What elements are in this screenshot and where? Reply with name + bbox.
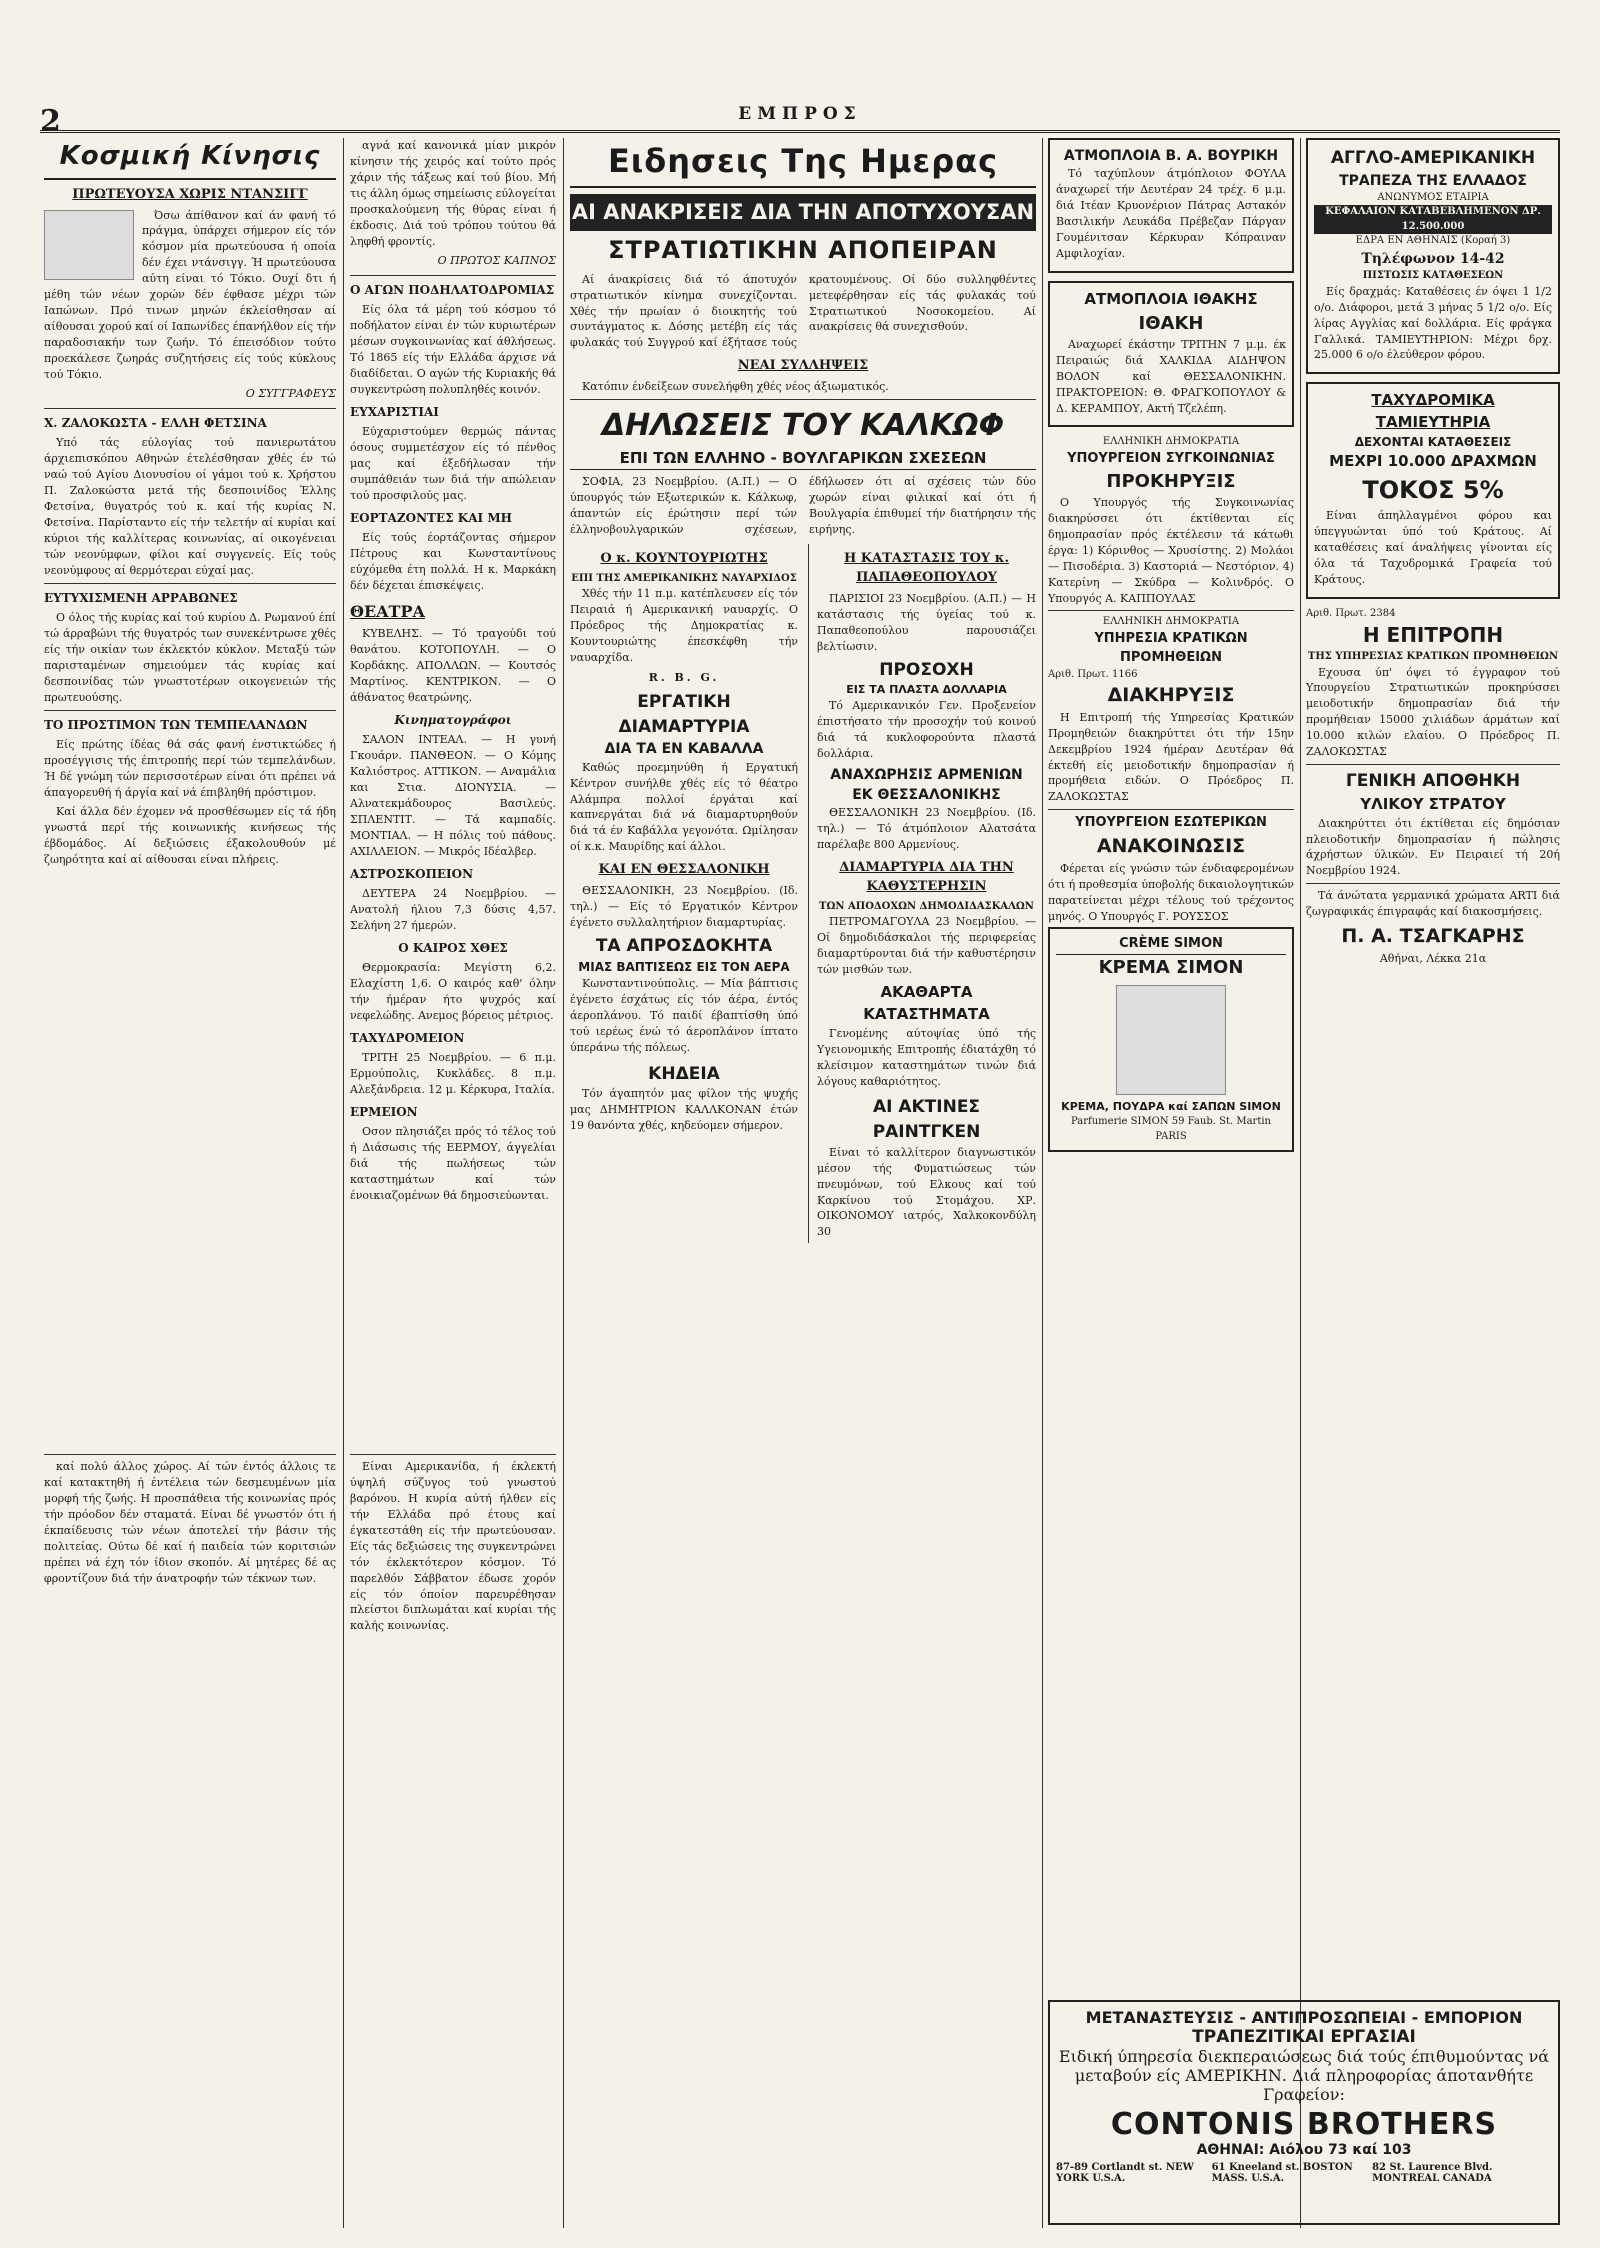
article-body: Καθώς προεμηνύθη ή Εργατική Κέντρον συνήλθε χθές είς τό θέατρο Αλάμπρα πολλοί έργάται καί καπνεργάται διά νά διαμαρτυρηθούν διά τά έν Καβάλλα γεγονότα. Ωμίλησαν οί κ.κ. Μαυρίδης καί άλλοι. bbox=[570, 760, 798, 854]
notice-subtitle: ΤΗΣ ΥΠΗΡΕΣΙΑΣ ΚΡΑΤΙΚΩΝ ΠΡΟΜΗΘΕΙΩΝ bbox=[1307, 651, 1559, 663]
divider bbox=[1048, 610, 1294, 611]
column-news bbox=[570, 138, 1036, 2218]
ad-kind: ΑΝΩΝΥΜΟΣ ΕΤΑΙΡΙΑ bbox=[1377, 191, 1489, 203]
divider bbox=[1306, 883, 1560, 884]
woman-mirror-illustration bbox=[1116, 985, 1226, 1095]
notice-number: Αριθ. Πρωτ. 1166 bbox=[1048, 668, 1138, 680]
article-body: Όσω άπίθανον καί άν φανή τό πράγμα, ύπάρχει σήμερον είς τόν κόσμον μία πρωτεύουσα ή οποία δέν έχει ντάνσιγγ. Ή πρωτεύουσα αύτη είναι τό Τόκιο. Ουχί δτι ή μέθη τών νέων χορών δέν έφθασε μέχρι τών Ιαπώνων. Πρό τινων μηνών έκλείσθησαν αί αίθουσαι χορού καί οί Ιαπωνίδες έπανήλθον είς τήν παραδοσιακήν των ζωήν. Τό έπεισόδιον τούτο προεκάλεσε ζωηράς συζητήσεις είς τούς κύκλους τού Τόκιο. bbox=[44, 208, 336, 381]
news-subcolumn-left bbox=[570, 544, 798, 1243]
page-number: 2 bbox=[40, 104, 61, 139]
notice-title: ΠΡΟΚΗΡΥΞΙΣ bbox=[1106, 470, 1236, 492]
article-title: Η ΚΑΤΑΣΤΑΣΙΣ ΤΟΥ κ. ΠΑΠΑΘΕΟΠΟΥΛΟΥ bbox=[844, 551, 1009, 585]
notice-number: Αριθ. Πρωτ. 2384 bbox=[1306, 607, 1396, 619]
ad-body: Είς δραχμάς: Καταθέσεις έν όψει 1 1/2 ο/ο. Διάφοροι, μετά 3 μήνας 5 1/2 ο/ο. Είς λίρας Αγγλίας καί δολλάρια. Είς φράγκα Γαλλικά. ΤΑΜΙΕΥΤΗΡΙΟΝ: Μέχρι δρχ. 25.000 6 ο/ο έλεύθερον φόρου. bbox=[1314, 284, 1552, 362]
article-body: ΤΡΙΤΗ 25 Νοεμβρίου. — 6 π.μ. Ερμούπολις, Κυκλάδες. 8 π.μ. Αλεξάνδρεια. 12 μ. Κέρκυρα, Ιταλία. bbox=[350, 1051, 556, 1097]
article-title: ΠΡΟΣΟΧΗ bbox=[879, 659, 974, 680]
notice-ministry: ΥΠΗΡΕΣΙΑ ΚΡΑΤΙΚΩΝ ΠΡΟΜΗΘΕΙΩΝ bbox=[1094, 630, 1248, 665]
article-title: ΤΑΧΥΔΡΟΜΕΙΟΝ bbox=[350, 1030, 465, 1045]
article-title: ΔΙΑΜΑΡΤΥΡΙΑ ΔΙΑ ΤΗΝ ΚΑΘΥΣΤΕΡΗΣΙΝ bbox=[839, 860, 1014, 895]
notice-ministry: ΥΠΟΥΡΓΕΙΟΝ ΣΥΓΚΟΙΝΩΝΙΑΣ bbox=[1067, 450, 1275, 466]
notice-body: Διακηρύττει ότι έκτίθεται είς δημόσιαν πλειοδοτικήν δημοπρασίαν ή πώλησις άχρήστων ύλικών. Εν Πειραιεί τή 20ή Νοεμβρίου 1924. bbox=[1306, 816, 1560, 878]
ad-vourikis bbox=[1048, 138, 1294, 273]
article-title: ΠΡΩΤΕΥΟΥΣΑ ΧΩΡΙΣ ΝΤΑΝΣΙΓΓ bbox=[72, 186, 308, 202]
dancer-illustration bbox=[44, 210, 134, 280]
ad-body: Ειδική ύπηρεσία διεκπεραιώσεως διά τούς έπιθυμούντας νά μεταβούν είς ΑΜΕΡΙΚΗΝ. Διά πληροφορίας άποτανθήτε Γραφείον: bbox=[1058, 2047, 1550, 2104]
article-body: Ο όλος τής κυρίας καί τού κυρίου Δ. Ρωμανού έπί τώ άρραβώνι τής θυγατρός των συνεκέντρωσε χθές είς τήν οικίαν των έκλεκτόν κύκλον. Μεταξύ τών παρισταμένων σημειούμεν τάς κυρίας καί δεσποινίδας τών γνωστοτέρων οικογενειών τής πρωτευούσης. bbox=[44, 611, 336, 704]
divider bbox=[570, 399, 1036, 400]
notice-interior bbox=[1048, 814, 1294, 924]
article-title: ΕΡΜΕΙΟΝ bbox=[350, 1105, 418, 1120]
article-title: ΕΡΓΑΤΙΚΗ ΔΙΑΜΑΡΤΥΡΙΑ bbox=[618, 692, 750, 737]
ad-address-montreal: 82 St. Laurence Blvd. MONTREAL CANADA bbox=[1372, 2162, 1493, 2184]
headline: ΔΗΛΩΣΕΙΣ ΤΟΥ ΚΑΛΚΩΦ bbox=[601, 408, 1005, 444]
ad-body: Είναι άπηλλαγμένοι φόρου και ύπεγγυώνται ύπό τού Κράτους. Αί καταθέσεις καί άναλήψεις γίνονται είς όλα τά Ταχυδρομικά Γραφεία τού Κράτους. bbox=[1314, 508, 1552, 586]
notice-ministry-communications bbox=[1048, 435, 1294, 606]
notice-title: ΔΙΑΚΗΡΥΞΙΣ bbox=[1107, 684, 1235, 707]
article-body: Υπό τάς εύλογίας τού πανιερωτάτου άρχιεπισκόπου Αθηνών έτελέσθησαν χθές έν τώ ναώ τού Αγίου Διονυσίου οί γάμοι τού κ. Χρήστου Π. Ζαλοκώστα μετά τής δεσποινίδος Έλλης Φετσίνα, θυγατρός τού κ. καί τής κυρίας Ν. Φετσίνα. Παρίσταντο είς τήν τελετήν αί κυρίαι καί κύριοι τής καλλίτερας κοινωνίας, αί οικογένειαι τών νεονύμφων, φίλοι καί συγγενείς. Είς τούς νεονύμφους αί θερμότεραι εύχαί μας. bbox=[44, 436, 336, 577]
article-title: Ο ΑΓΩΝ ΠΟΔΗΛΑΤΟΔΡΟΜΙΑΣ bbox=[350, 282, 555, 297]
ad-ithaki bbox=[1048, 281, 1294, 428]
ad-amount: ΜΕΧΡΙ 10.000 ΔΡΑΧΜΩΝ bbox=[1329, 452, 1537, 471]
article-body: Είναι Αμερικανίδα, ή έκλεκτή ύψηλή σύζυγος τού γνωστού βαρόνου. Η κυρία αύτή ήλθεν είς τήν Ελλάδα πρό έτους καί έγκατεστάθη είς τήν πρωτεύουσαν. Είς τάς δεξιώσεις της συγκεντρώνει τόν έκλεκτότερον κόσμον. Τό παρελθόν Σάββατον έδωσε χορόν είς τόν όποίον παρευρέθησαν πλείστοι διπλωμάται καί κυρίαι τής καλής κοινωνίας. bbox=[350, 1460, 556, 1633]
divider bbox=[1048, 809, 1294, 810]
article-subtitle: ΤΩΝ ΑΠΟΔΟΧΩΝ ΔΗΜΟΔΙΔΑΣΚΑΛΩΝ bbox=[819, 900, 1034, 912]
ad-subtitle: ΔΕΧΟΝΤΑΙ ΚΑΤΑΘΕΣΕΙΣ bbox=[1354, 434, 1512, 449]
article-subtitle: ΕΚ ΘΕΣΣΑΛΟΝΙΚΗΣ bbox=[852, 787, 1001, 804]
article-body: ΔΕΥΤΕΡΑ 24 Νοεμβρίου. — Ανατολή ήλιου 7,3 δύσις 4,57. Σελήνη 27 ήμερών. bbox=[350, 886, 556, 932]
ad-postal-savings bbox=[1306, 382, 1560, 598]
article-subtitle: ΕΠΙ ΤΗΣ ΑΜΕΡΙΚΑΝΙΚΗΣ ΝΑΥΑΡΧΙΔΟΣ bbox=[571, 572, 797, 584]
article-body: ΣΑΛΟΝ ΙΝΤΕΑΛ. — Η γυνή Γκουάρν. ΠΑΝΘΕΟΝ. — Ο Κόμης Καλιόστρος. ΑΤΤΙΚΟΝ. — Αναμάλια και Στια. ΔΙΟΝΥΣΙΑ. — Αλνατεκμάδουρος Βασιλεύς. ΣΠΛΕΝΤΙΤ. — Τά καμπαδίς. ΜΟΝΤΙΑΛ. — Η πόλις τού πάθους. ΑΧΙΛΛΕΙΟΝ. — Μικρός Ιδέαλβερ. bbox=[350, 733, 556, 858]
ad-rate: ΤΟΚΟΣ 5% bbox=[1362, 476, 1504, 505]
ad-subtitle: ΤΡΑΠΕΖΑ ΤΗΣ ΕΛΛΑΔΟΣ bbox=[1339, 172, 1527, 189]
ad-body: Τό ταχύπλουν άτμόπλοιον ΦΟΥΛΑ άναχωρεί τήν Δευτέραν 24 τρέχ. 6 μ.μ. διά Ιτέαν Κρυονέριον Πάτρας Αστακόν Βασιλικήν Λευκάδα Πρέβεζαν Πάργαν Γουμένιτσαν Κέρκυραν Κόπραιναν Αμφιλοχίαν. bbox=[1056, 167, 1286, 260]
article-title: Ο ΚΑΙΡΟΣ ΧΘΕΣ bbox=[398, 940, 508, 955]
article-title: ΕΥΧΑΡΙΣΤΙΑΙ bbox=[350, 404, 439, 419]
article-body: Καί άλλα δέν έχομεν νά προσθέσωμεν είς τά ήδη γνωστά περί τής κοινωνικής κινήσεως τής έβδομάδος. Αί δεξιώσεις έξακολουθούν μέ ζωηρότητα καί αί αίθουσαι είναι πλήρεις. bbox=[44, 804, 336, 866]
lower-article-right bbox=[350, 1450, 556, 2220]
article-title: ΤΑ ΑΠΡΟΣΔΟΚΗΤΑ bbox=[595, 935, 773, 956]
headline-sub: ΣΤΡΑΤΙΩΤΙΚΗΝ ΑΠΟΠΕΙΡΑΝ bbox=[608, 235, 998, 264]
article-title: ΑΝΑΧΩΡΗΣΙΣ ΑΡΜΕΝΙΩΝ bbox=[830, 766, 1023, 783]
divider bbox=[44, 583, 336, 584]
article-title: Ο κ. ΚΟΥΝΤΟΥΡΙΩΤΗΣ bbox=[600, 551, 768, 567]
article-body: Τό Αμερικανικόν Γεν. Προξενείον έπιστήσατο τήν προσοχήν τού κοινού διά τά κυκλοφορούντα πλαστά δολλάρια. bbox=[817, 699, 1036, 760]
section-title: Κοσμική Κίνησις bbox=[44, 138, 336, 180]
article-subtitle: ΜΙΑΣ ΒΑΠΤΙΣΕΩΣ ΕΙΣ ΤΟΝ ΑΕΡΑ bbox=[578, 959, 790, 974]
article-body: Οσον πλησιάζει πρός τό τέλος τού ή Διάσωσις τής ΕΕΡΜΟΥ, άγγελίαι διά τής πωλήσεως τών καταστημάτων καί τών ένοικιαζομένων θά δημοσιεύωνται. bbox=[350, 1125, 556, 1203]
column-ads-b bbox=[1306, 138, 1560, 1998]
article-body: Αί άνακρίσεις διά τό άποτυχόν στρατιωτικόν κίνημα συνεχίζονται. Χθές τήν πρωίαν ό διοικητής τού συντάγματος κ. Δόσης μετέβη είς τάς φυλακάς τού Συγγρού καί έξήτασε τούς κρατουμένους. Οί δύο συλληφθέντες μετεφέρθησαν είς τάς φυλακάς τού Στρατιωτικού Νοσοκομείου. Αί ανακρίσεις θά συνεχισθούν. bbox=[570, 272, 1036, 350]
ad-tsagkaris bbox=[1306, 888, 1560, 966]
ad-capital: ΚΕΦΑΛΑΙΟΝ ΚΑΤΑΒΕΒΛΗΜΕΝΟΝ ΔΡ. 12.500.000 bbox=[1314, 205, 1552, 234]
divider bbox=[350, 1454, 556, 1455]
article-title: ΑΙ ΑΚΤΙΝΕΣ ΡΑΙΝΤΓΚΕΝ bbox=[872, 1097, 981, 1143]
article-title: ΤΟ ΠΡΟΣΤΙΜΟΝ ΤΩΝ ΤΕΜΠΕΛΑΝΔΩΝ bbox=[44, 717, 308, 732]
masthead-rule bbox=[40, 130, 1560, 133]
notice-subtitle: ΥΛΙΚΟΥ ΣΤΡΑΤΟΥ bbox=[1360, 794, 1506, 813]
article-body: αγνά καί κανονικά μίαν μικρόν κίνησιν τής χειρός καί τούτο πρός χάριν τής τάξεως καί τού βίου. Μή τις άλλη όμως σημείωσις εύλογείται προσκαλούμενη τής θύρας είναι ή έκδοσις. Διά τού τρόπου τούτου θά ληφθή φροντίς. bbox=[350, 139, 556, 248]
column-divider bbox=[1042, 138, 1043, 2228]
article-title: ΘΕΑΤΡΑ bbox=[350, 601, 425, 621]
article-body: Είναι τό καλλίτερον διαγνωστικόν μέσον τής Φυματιώσεως τών πνευμόνων, τού Ελκους καί τού Καρκίνου τού Στομάχου. ΧΡ. ΟΙΚΟΝΟΜΟΥ ιατρός, Χαλκοκονδύλη 30 bbox=[817, 1145, 1036, 1239]
article-title: ΝΕΑΙ ΣΥΛΛΗΨΕΙΣ bbox=[737, 358, 869, 374]
ad-anglo-american-bank bbox=[1306, 138, 1560, 374]
article-signature: Ο ΣΥΓΓΡΑΦΕΥΣ bbox=[245, 386, 336, 400]
article-body: ΠΑΡΙΣΙΟΙ 23 Νοεμβρίου. (Α.Π.) — Η κατάστασις τής ύγείας τού κ. Παπαθεοπούλου παρουσιάζει βελτίωσιν. bbox=[817, 591, 1036, 653]
article-title: ΑΣΤΡΟΣΚΟΠΕΙΟΝ bbox=[350, 866, 474, 881]
column-ads-a bbox=[1048, 138, 1294, 1998]
section-marker: R. B. G. bbox=[648, 671, 720, 685]
notice-army-depot bbox=[1306, 769, 1560, 879]
ad-maker: Parfumerie SIMON 59 Faub. St. Martin PARIS bbox=[1071, 1116, 1271, 1142]
article-body: Τόν άγαπητόν μας φίλον τής ψυχής μας ΔΗΜΗΤΡΙΟΝ ΚΑΛΛΚΟΝΑΝ έτών 19 θανόντα χθές, κηδεύομεν σήμερον. bbox=[570, 1087, 798, 1133]
lower-article-left bbox=[44, 1450, 336, 2220]
divider bbox=[1306, 764, 1560, 765]
ad-creme-simon bbox=[1048, 927, 1294, 1152]
ad-title: ΑΤΜΟΠΛΟΙΑ ΙΘΑΚΗΣ bbox=[1084, 289, 1258, 308]
column-divider bbox=[343, 138, 344, 2228]
article-body: Χθές τήν 11 π.μ. κατέπλευσεν είς τόν Πειραιά ή Αμερικανική ναυαρχίς. Ο Πρόεδρος τής Δημοκρατίας κ. Κουντουριώτης έπεσκέφθη τήν ναυαρχίδα. bbox=[570, 587, 798, 665]
article-title: ΕΟΡΤΑΖΟΝΤΕΣ ΚΑΙ ΜΗ bbox=[350, 510, 512, 525]
ad-body: ΚΡΕΜΑ, ΠΟΥΔΡΑ καί ΣΑΠΩΝ SIMON bbox=[1061, 1100, 1281, 1114]
ad-brand: CONTONIS BROTHERS bbox=[1110, 2107, 1498, 2142]
article-body: Κωνσταντινούπολις. — Μία βάπτισις έγένετο έσχάτως είς τόν άέρα, έντός άεροπλάνου. Τό παιδί έβαπτίσθη ύπό τού ιερέως ένώ τό άεροπλάνον ίπτατο ύπεράνω τής πόλεως. bbox=[570, 976, 798, 1054]
ad-address-boston: 61 Kneeland st. BOSTON MASS. U.S.A. bbox=[1211, 2162, 1353, 2184]
notice-body: Φέρεται είς γνώσιν τών ένδιαφερομένων ότι ή προθεσμία ύποβολής δικαιολογητικών παρατείνεται μέχρι τέλους τού τρέχοντος μηνός. Ο Υπουργός Γ. ΡΟΥΣΣΟΣ bbox=[1048, 861, 1294, 923]
column-misc bbox=[350, 138, 556, 1438]
ad-address: ΕΔΡΑ ΕΝ ΑΘΗΝΑΙΣ (Κοραή 3) bbox=[1355, 235, 1511, 247]
article-body: Είς όλα τά μέρη τού κόσμου τό ποδήλατον είναι έν τών κυριωτέρων μέσων συγκοινωνίας καί άθλήσεως. Τό 1865 είς τήν Ελλάδα άρχισε νά διαδίδεται. Ο αγών τής Κυριακής θά συγκεντρώση πολυπληθές κοινόν. bbox=[350, 302, 556, 396]
ad-address: Αθήναι, Λέκκα 21α bbox=[1379, 951, 1487, 965]
ad-title: ΚΡΕΜΑ ΣΙΜΟΝ bbox=[1098, 957, 1244, 979]
ad-subtitle: ΙΘΑΚΗ bbox=[1138, 312, 1204, 334]
notice-title: ΓΕΝΙΚΗ ΑΠΟΘΗΚΗ bbox=[1345, 771, 1521, 792]
ad-contonis-brothers bbox=[1048, 2000, 1560, 2225]
ad-subtitle: ΤΡΑΠΕΖΙΤΙΚΑΙ ΕΡΓΑΣΙΑΙ bbox=[1192, 2027, 1416, 2047]
article-body: Εύχαριστούμεν θερμώς πάντας όσους συμμετέσχον είς τό πένθος μας καί έξεδήλωσαν τήν συμπάθειάν των διά τήν απώλειαν τού προσφιλούς μας. bbox=[350, 424, 556, 502]
headline: ΑΙ ΑΝΑΚΡΙΣΕΙΣ ΔΙΑ ΤΗΝ ΑΠΟΤΥΧΟΥΣΑΝ bbox=[570, 194, 1036, 230]
divider bbox=[44, 408, 336, 409]
article-body: Είς πρώτης ίδέας θά σάς φανή ένστικτώδες ή προσέγγισις τής έπιτροπής περί τών τεμπελάνδων. Ή δέ γνώμη τών περισσοτέρων είναι ότι πρέπει νά άπαγορευθή ή άργία καί νά έπιβληθή πρόστιμον. bbox=[44, 738, 336, 799]
article-body: Γενομένης αύτοψίας ύπό τής Υγειονομικής Επιτροπής έδιατάχθη τό κλείσιμον καταστημάτων τινών διά λόγους καθαριότητος. bbox=[817, 1026, 1036, 1088]
article-body: ΚΥΒΕΛΗΣ. — Τό τραγούδι τού θανάτου. ΚΟΤΟΠΟΥΛΗ. — Ο Κορδάκης. ΑΠΟΛΛΩΝ. — Κουτσός Μαρτίνος. ΚΕΝΤΡΙΚΟΝ. — Ο άθάνατος θεατρώνης. bbox=[350, 626, 556, 704]
ad-body: Αναχωρεί έκάστην ΤΡΙΤΗΝ 7 μ.μ. έκ Πειραιώς διά ΧΑΛΚΙΔΑ ΑΙΔΗΨΟΝ ΒΟΛΟΝ καί ΘΕΣΣΑΛΟΝΙΚΗΝ. ΠΡΑΚΤΟΡΕΙΟΝ: Θ. ΦΡΑΓΚΟΠΟΥΛΟΥ & Δ. ΚΕΡΑΜΠΟΥ, Ακτή Τζελέπη. bbox=[1056, 337, 1286, 415]
ad-phone: Τηλέφωνον 14-42 bbox=[1361, 250, 1505, 267]
ad-section: ΠΙΣΤΩΣΙΣ ΚΑΤΑΘΕΣΕΩΝ bbox=[1362, 270, 1504, 282]
notice-ministry: ΥΠΟΥΡΓΕΙΟΝ ΕΣΩΤΕΡΙΚΩΝ bbox=[1075, 815, 1267, 831]
article-body: ΣΟΦΙΑ, 23 Νοεμβρίου. (Α.Π.) — Ο ύπουργός τών Εξωτερικών κ. Κάλκωφ, άπαντών είς έρώτησιν περί τών έλληνοβουλγαρικών σχέσεων, έδήλωσεν ότι αί σχέσεις τών δύο χωρών είναι φιλικαί καί ότι ή Βουλγαρία έπιθυμεί τήν διατήρησιν τής ειρήνης. bbox=[570, 475, 1036, 537]
article-signature: Ο ΠΡΩΤΟΣ ΚΑΠΝΟΣ bbox=[437, 253, 556, 267]
masthead: ΕΜΠΡΟΣ bbox=[738, 104, 862, 124]
notice-title: ΑΝΑΚΟΙΝΩΣΙΣ bbox=[1096, 835, 1246, 858]
column-divider bbox=[1300, 138, 1301, 2228]
notice-body: Εχουσα ύπ' όψει τό έγγραφον τού Υπουργείου Στρατιωτικών προκηρύσσει μειοδοτικήν δημοπρασίαν διά τήν προμήθειαν 15000 χιλιάδων άρμάτων καί 10.000 κιλών ελαίου. Ο Πρόεδρος Π. ΖΑΛΟΚΩΣΤΑΣ bbox=[1306, 665, 1560, 759]
article-body: Είς τούς έορτάζοντας σήμερον Πέτρους και Κωνσταντίνους εύχόμεθα έτη πολλά. Η κ. Μαρκάκη δέν δέχεται έπισκέψεις. bbox=[350, 530, 556, 592]
ad-address-newyork: 87-89 Cortlandt st. NEW YORK U.S.A. bbox=[1056, 2162, 1194, 2184]
article-title: Χ. ΖΑΛΟΚΩΣΤΑ - ΕΛΛΗ ΦΕΤΣΙΝΑ bbox=[44, 415, 267, 430]
article-title: ΕΥΤΥΧΙΣΜΕΝΗ ΑΡΡΑΒΩΝΕΣ bbox=[44, 590, 238, 605]
article-subtitle: ΕΙΣ ΤΑ ΠΛΑΣΤΑ ΔΟΛΛΑΡΙΑ bbox=[846, 683, 1007, 697]
article-title: ΚΑΙ ΕΝ ΘΕΣΣΑΛΟΝΙΚΗ bbox=[598, 862, 770, 878]
notice-state-procurement bbox=[1048, 615, 1294, 805]
divider bbox=[44, 1454, 336, 1455]
news-subcolumn-right bbox=[808, 544, 1036, 1243]
notice-title: Η ΕΠΙΤΡΟΠΗ bbox=[1362, 623, 1504, 648]
divider bbox=[350, 275, 556, 276]
notice-committee bbox=[1306, 607, 1560, 761]
article-body: ΠΕΤΡΟΜΑΓΟΥΛΑ 23 Νοεμβρίου. — Οί δημοδιδάσκαλοι τής περιφερείας διαμαρτύρονται διά τήν καθυστέρησιν τών μισθών των. bbox=[817, 915, 1036, 977]
headline-sub: ΕΠΙ ΤΩΝ ΕΛΛΗΝΟ - ΒΟΥΛΓΑΡΙΚΩΝ ΣΧΕΣΕΩΝ bbox=[570, 448, 1036, 471]
column-society bbox=[44, 138, 336, 1438]
article-subtitle: ΔΙΑ ΤΑ ΕΝ ΚΑΒΑΛΛΑ bbox=[604, 741, 764, 758]
ad-title: ΜΕΤΑΝΑΣΤΕΥΣΙΣ - ΑΝΤΙΠΡΟΣΩΠΕΙΑΙ - ΕΜΠΟΡΙΟΝ bbox=[1085, 2008, 1523, 2027]
article-title: ΑΚΑΘΑΡΤΑ ΚΑΤΑΣΤΗΜΑΤΑ bbox=[863, 983, 990, 1023]
article-title: ΚΗΔΕΙΑ bbox=[648, 1063, 720, 1084]
section-title: Ειδησεις Της Ημερας bbox=[570, 138, 1036, 188]
article-body: Θερμοκρασία: Μεγίστη 6,2. Ελαχίστη 1,6. Ο καιρός καθ' όλην τήν ήμέραν ήτο ψυχρός καί νεφελώδης. Ανεμος βόρειος μέτριος. bbox=[350, 961, 556, 1022]
article-body: καί πολύ άλλος χώρος. Αί τών έντός άλλοις τε καί κατακτηθή ή έντέλεια τών δεσμευμένων μία μορφή τής ζωής. Η προσπάθεια τής κοινωνίας πρός τήν πρόοδον δέν σταματά. Είναι δέ γνωστόν ότι ή έκπαίδευσις τών νέων άποτελεί τήν βάσιν τής πολιτείας. Ούτω δέ καί ή παιδεία τών κοριτσιών πρέπει νά έχη τόν ίδιον σκοπόν. Αί μητέρες δέ ας φροντίζουν διά τήν άνατροφήν τών τέκνων των. bbox=[44, 1460, 336, 1585]
ad-seller: Π. Α. ΤΣΑΓΚΑΡΗΣ bbox=[1341, 925, 1525, 948]
ad-brand: CRÈME SIMON bbox=[1056, 935, 1286, 955]
ad-address-athens: ΑΘΗΝΑΙ: Αιόλου 73 καί 103 bbox=[1196, 2142, 1412, 2158]
article-title: Κινηματογράφοι bbox=[394, 712, 512, 727]
article-body: ΘΕΣΣΑΛΟΝΙΚΗ 23 Νοεμβρίου. (Ιδ. τηλ.) — Τό άτμόπλοιον Αλατσάτα παρέλαβε 800 Αρμενίους. bbox=[817, 806, 1036, 852]
notice-body: Η Επιτροπή τής Υπηρεσίας Κρατικών Προμηθειών διακηρύττει ότι τήν 15ην Δεκεμβρίου 1924 ήμέραν Δευτέραν θά έκτεθή είς μειοδοτικήν δημοπρασίαν ή προμήθεια ειδών. Ο Πρόεδρος Π. ΖΑΛΟΚΩΣΤΑΣ bbox=[1048, 710, 1294, 804]
divider bbox=[44, 710, 336, 711]
article-body: Κατόπιν ένδείξεων συνελήφθη χθές νέος άξιωματικός. bbox=[582, 380, 889, 394]
notice-header: ΕΛΛΗΝΙΚΗ ΔΗΜΟΚΡΑΤΙΑ bbox=[1102, 616, 1240, 628]
ad-title: ΑΤΜΟΠΛΟΙΑ Β. Α. ΒΟΥΡΙΚΗ bbox=[1063, 148, 1279, 164]
ad-body: Τά άνώτατα γερμανικά χρώματα ARTI διά ζωγραφικάς έπιγραφάς καί διακοσμήσεις. bbox=[1306, 889, 1560, 919]
ad-title: ΑΓΓΛΟ-ΑΜΕΡΙΚΑΝΙΚΗ bbox=[1330, 148, 1536, 168]
article-body: ΘΕΣΣΑΛΟΝΙΚΗ, 23 Νοεμβρίου. (Ιδ. τηλ.) — Είς τό Εργατικόν Κέντρον έγένετο συλλαλητήριον διαμαρτυρίας. bbox=[570, 884, 798, 929]
notice-header: ΕΛΛΗΝΙΚΗ ΔΗΜΟΚΡΑΤΙΑ bbox=[1102, 436, 1240, 448]
ad-title: ΤΑΧΥΔΡΟΜΙΚΑ ΤΑΜΙΕΥΤΗΡΙΑ bbox=[1371, 391, 1495, 432]
column-divider bbox=[563, 138, 564, 2228]
notice-body: Ο Υπουργός τής Συγκοινωνίας διακηρύσσει ότι έκτίθενται είς δημοπρασίαν πρός έκτέλεσιν τά κάτωθι έργα: 1) Κόρινθος — Χρυσίστης. 2) Μολάοι — Πισοδέρια. 3) Καστοριά — Νεστόριον. 4) Κατερίνη — Σκύδρα — Κολινδρός. Ο Υπουργός Α. ΚΑΠΠΟΥΛΑΣ bbox=[1048, 495, 1294, 605]
